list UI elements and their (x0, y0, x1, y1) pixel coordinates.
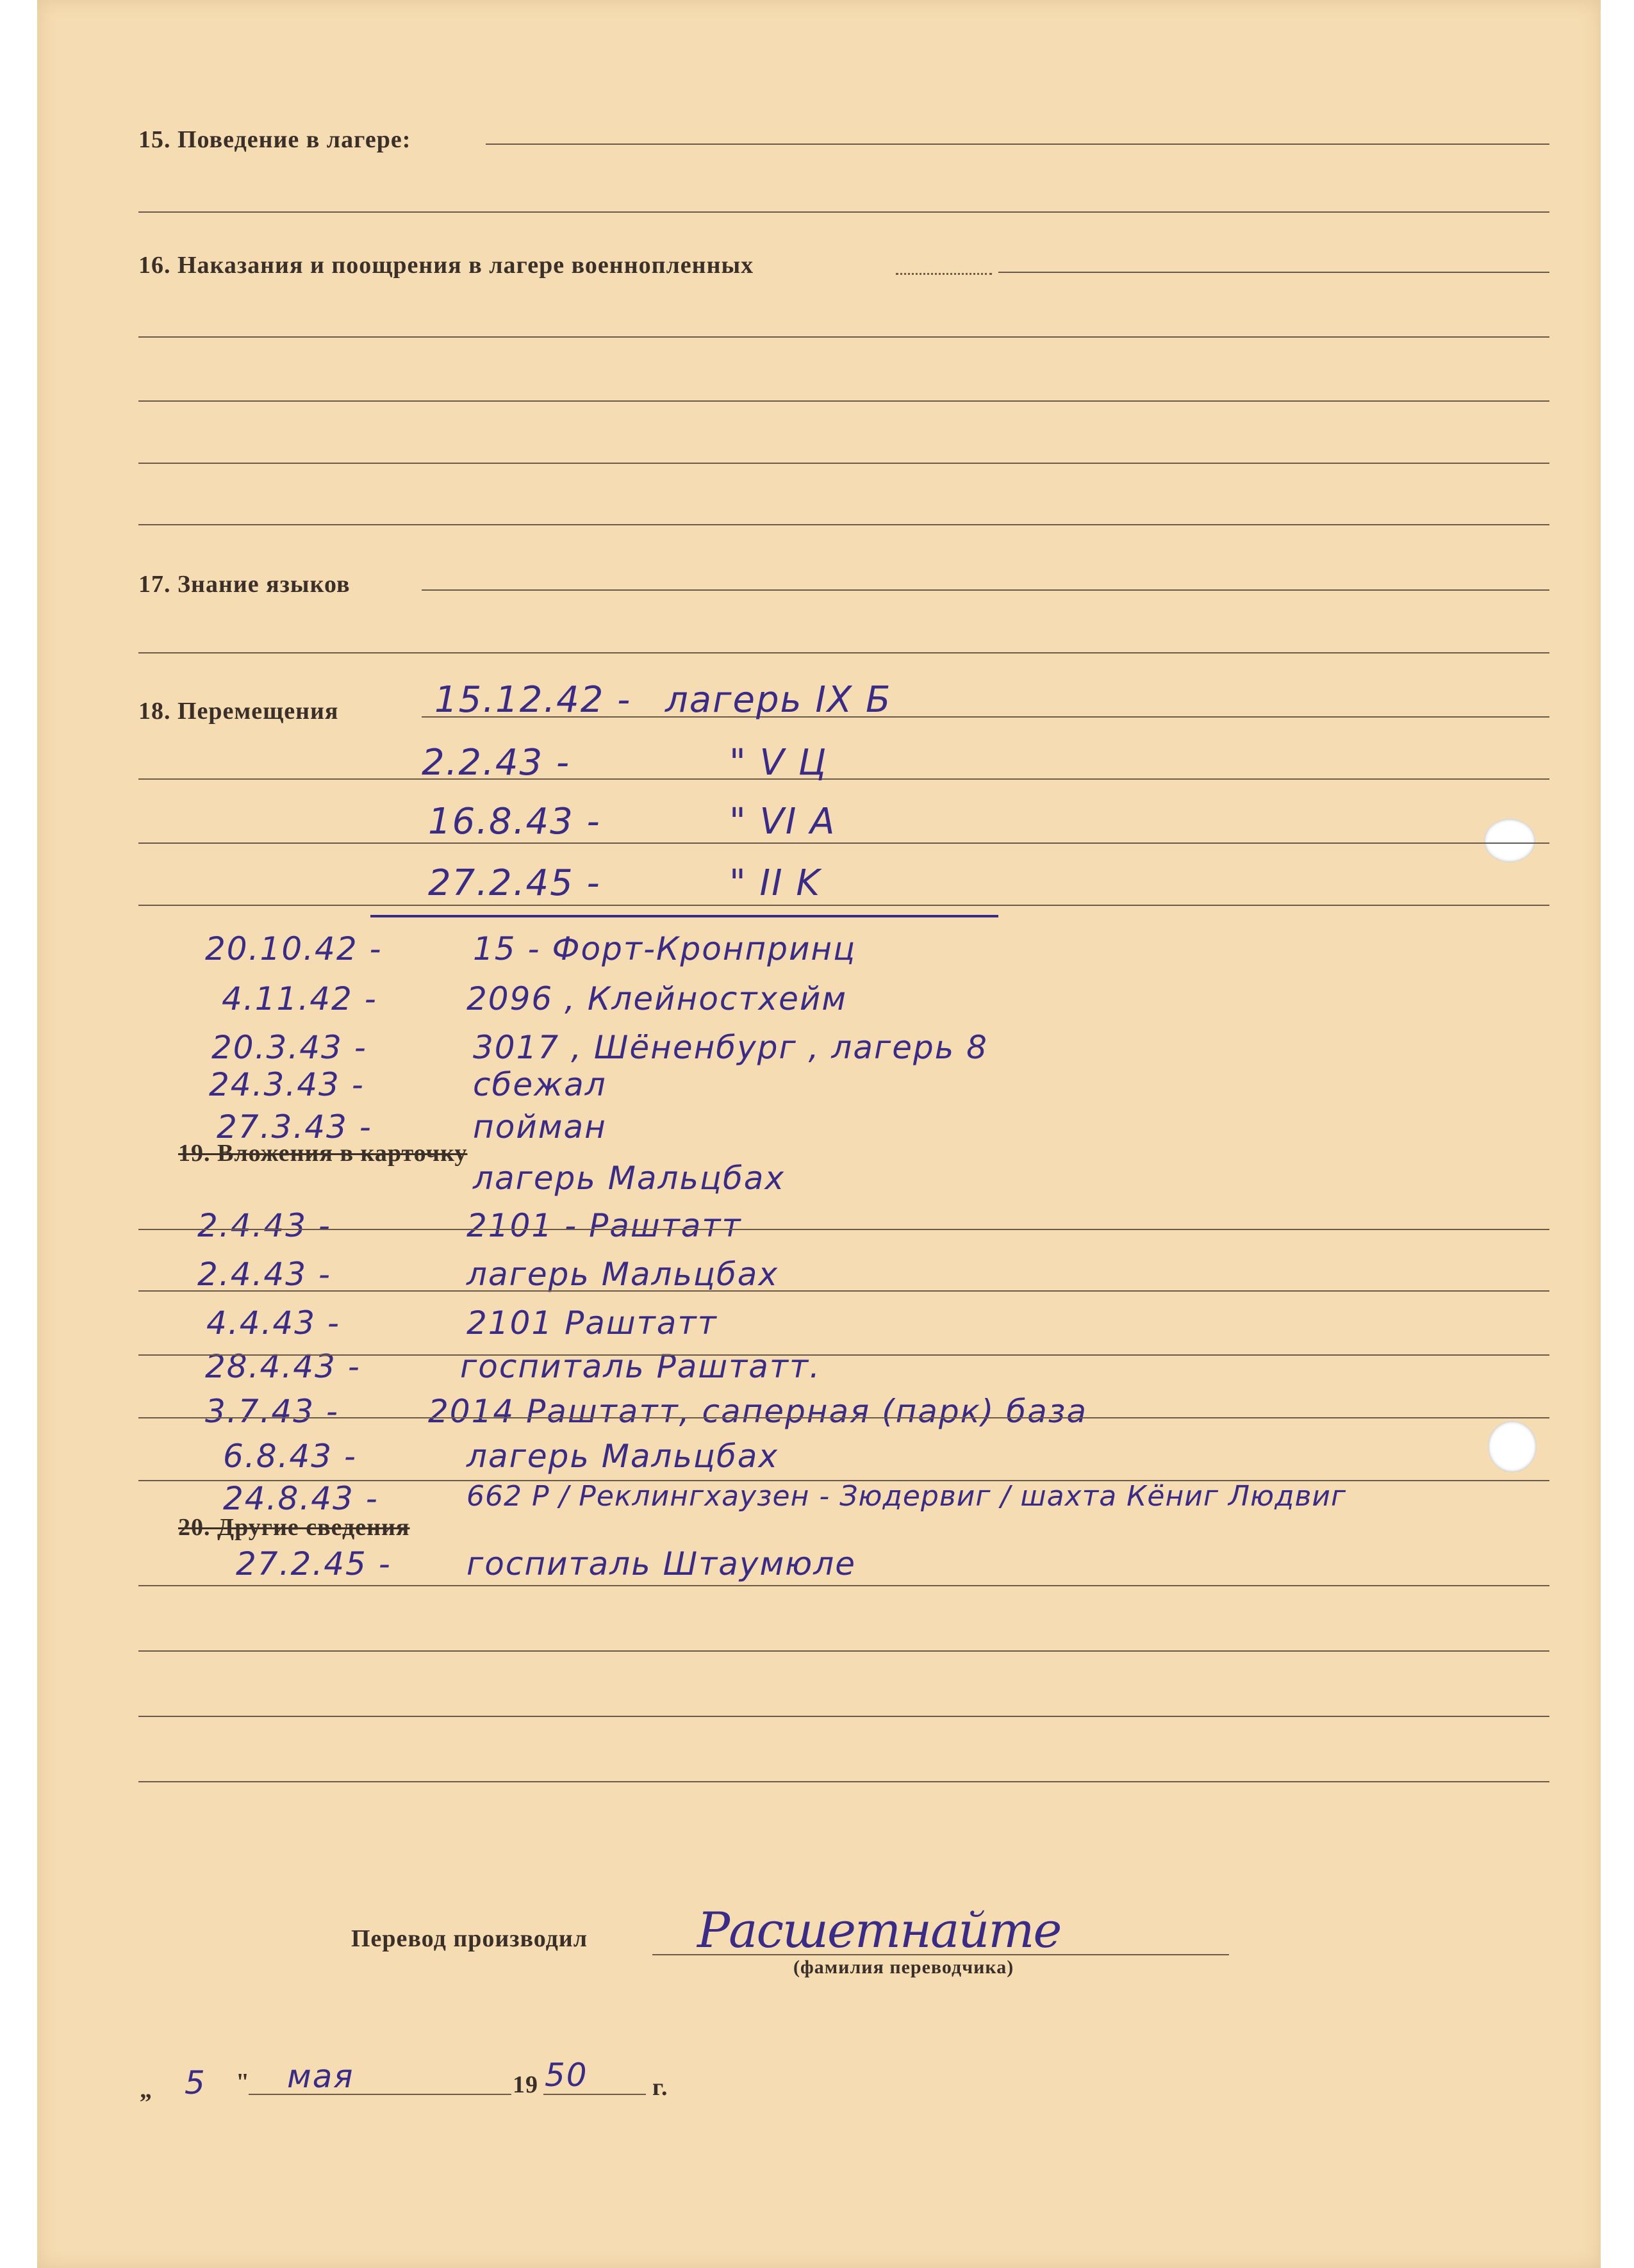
detail-date: 24.3.43 - (209, 1066, 365, 1103)
detail-date: 2.4.43 - (197, 1256, 331, 1293)
detail-text: лагерь Мальцбах (466, 1438, 779, 1475)
field-18-label: 18. Перемещения (138, 698, 339, 725)
rule (652, 1954, 1229, 1955)
detail-date: 27.2.45 - (236, 1545, 392, 1582)
date-close-quote: " (236, 2069, 251, 2096)
detail-text: пойман (473, 1108, 607, 1146)
rule (138, 905, 1549, 906)
rule (896, 273, 992, 275)
date-month: мая (287, 2058, 354, 2095)
movement-date: 27.2.45 - (428, 862, 601, 904)
document-page (37, 0, 1601, 2268)
detail-date: 28.4.43 - (205, 1348, 361, 1385)
translator-signature: Расшетнайте (697, 1902, 1061, 1959)
rule (998, 272, 1549, 273)
rule (543, 2094, 646, 2095)
punch-hole (1488, 1421, 1537, 1472)
date-day: 5 (185, 2064, 206, 2101)
field-19-label: 19. Вложения в карточку (178, 1140, 468, 1167)
detail-date: 20.10.42 - (205, 930, 383, 967)
detail-text: сбежал (473, 1066, 607, 1103)
rule (138, 336, 1549, 338)
rule (138, 652, 1549, 653)
rule (138, 463, 1549, 464)
rule (138, 1354, 1549, 1356)
movement-date: 15.12.42 - (434, 679, 632, 721)
date-year-prefix: 19 (513, 2071, 538, 2098)
detail-text: лагерь Мальцбах (473, 1160, 786, 1197)
detail-date: 2.4.43 - (197, 1207, 331, 1244)
rule (138, 1585, 1549, 1586)
field-16-label: 16. Наказания и поощрения в лагере военнопленных (138, 252, 754, 279)
rule (138, 842, 1549, 844)
rule (138, 524, 1549, 525)
rule (138, 1229, 1549, 1230)
field-20-label: 20. Другие сведения (178, 1514, 410, 1541)
detail-text: 15 - Форт-Кронпринц (473, 930, 857, 967)
punch-hole (1484, 819, 1535, 862)
detail-date: 3.7.43 - (205, 1393, 339, 1430)
translator-label: Перевод производил (351, 1925, 588, 1952)
detail-date: 27.3.43 - (217, 1108, 372, 1146)
movement-date: 2.2.43 - (422, 742, 571, 784)
rule (486, 144, 1549, 145)
rule (422, 589, 1549, 591)
detail-text: госпиталь Штаумюле (466, 1545, 856, 1582)
rule (138, 400, 1549, 402)
rule (138, 778, 1549, 780)
rule (138, 211, 1549, 213)
date-year-suffix: 50 (545, 2057, 588, 2094)
detail-text: 3017 , Шёненбург , лагерь 8 (473, 1029, 988, 1066)
rule (249, 2094, 511, 2095)
detail-date: 6.8.43 - (223, 1438, 357, 1475)
detail-text: госпиталь Раштатт. (460, 1348, 821, 1385)
translator-caption: (фамилия переводчика) (793, 1957, 1014, 1978)
detail-date: 4.11.42 - (222, 980, 377, 1017)
detail-text: 2014 Раштатт, саперная (парк) база (428, 1393, 1087, 1430)
rule (138, 1480, 1549, 1481)
detail-date: 4.4.43 - (206, 1304, 340, 1342)
rule (138, 1716, 1549, 1717)
movement-date: 16.8.43 - (428, 801, 601, 842)
field-17-label: 17. Знание языков (138, 571, 351, 598)
movement-place: " II K (729, 862, 821, 904)
detail-text: 662 Р / Реклингхаузен - Зюдервиг / шахта Кёниг Людвиг (466, 1480, 1347, 1513)
detail-text: 2101 - Раштатт (466, 1207, 742, 1244)
detail-text: 2101 Раштатт (466, 1304, 718, 1342)
movement-place: лагерь IX Б (665, 679, 892, 721)
rule (138, 1650, 1549, 1652)
rule (138, 1417, 1549, 1418)
movement-place: " VI A (729, 801, 836, 842)
ink-underline (370, 915, 998, 917)
field-15-label: 15. Поведение в лагере: (138, 126, 411, 153)
rule (138, 1290, 1549, 1292)
date-open-quote: „ (140, 2076, 153, 2103)
movement-place: " V Ц (729, 742, 828, 784)
detail-date: 20.3.43 - (211, 1029, 367, 1066)
rule (138, 1781, 1549, 1782)
date-g: г. (652, 2074, 668, 2101)
detail-text: 2096 , Клейностхейм (466, 980, 848, 1017)
detail-text: лагерь Мальцбах (466, 1256, 779, 1293)
detail-date: 24.8.43 - (223, 1480, 379, 1517)
